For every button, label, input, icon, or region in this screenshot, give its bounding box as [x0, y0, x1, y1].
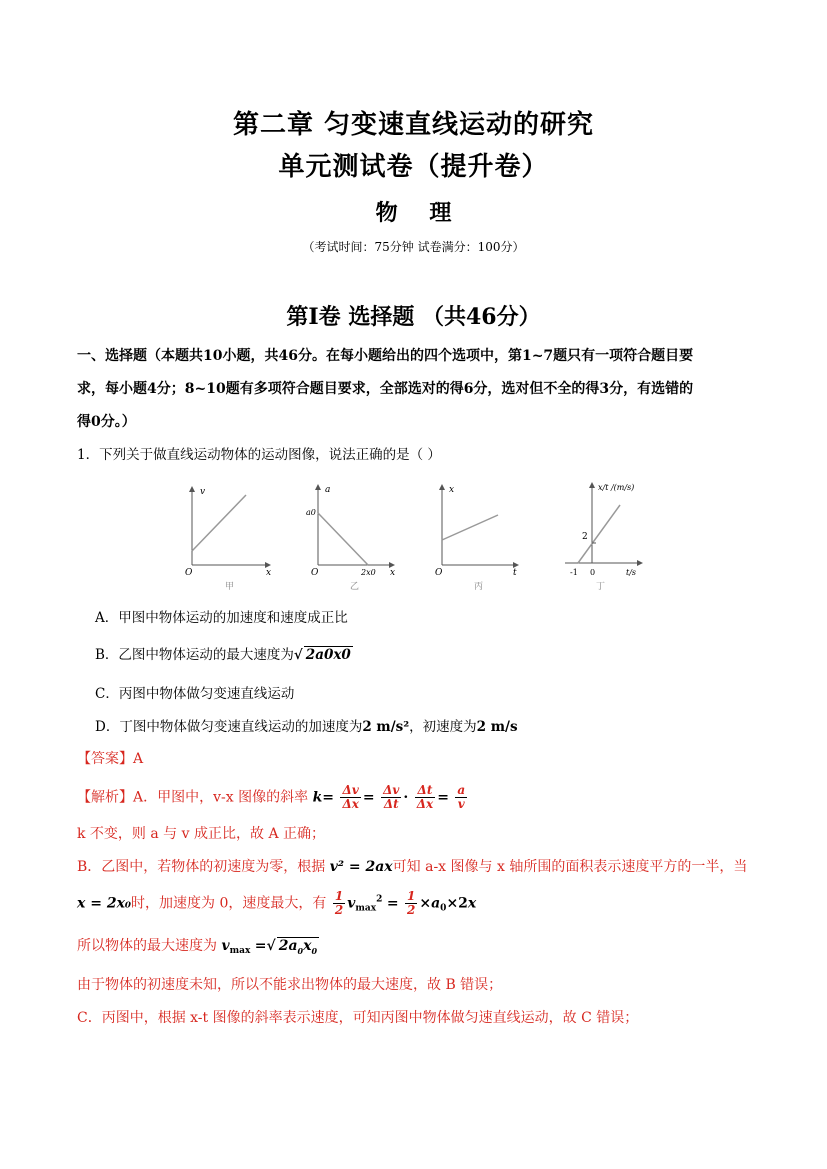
graph-ding-xaxis: t/s — [626, 568, 637, 577]
graph-bing-caption: 丙 — [474, 582, 484, 592]
analysis-b-line2: x = 2x₀时，加速度为 0，速度最大，有 $\frac{1}{2}$ $v_{max}^2$ = $\frac{1}{2}$ $\times a_0\times 2x$ — [77, 889, 477, 917]
answer-value: A — [133, 751, 144, 767]
graph-ding-yaxis: x/t /(m/s) — [598, 483, 635, 492]
graph-yi-xmark: 2x0 — [361, 568, 376, 577]
instructions-line2: 求，每小题4分；8~10题有多项符合题目要求，全部选对的得6分，选对但不全的得3分，有选错的 — [77, 381, 694, 397]
analysis-label: 【解析】 — [77, 789, 133, 806]
analysis-b-formula: v² = 2ax — [329, 859, 393, 875]
graph-bing-yaxis: x — [449, 485, 455, 495]
analysis-b-line1 — [77, 856, 747, 876]
analysis-b-line3: 所以物体的最大速度为 $v_{max}$ =√ $2a_0x_0$ — [77, 938, 318, 956]
graph-ding-xmark: -1 — [570, 568, 578, 577]
graph-ding-origin: 0 — [590, 568, 596, 577]
graph-jia-yaxis: v — [200, 487, 206, 497]
option-b-text: B．乙图中物体运动的最大速度为 — [95, 647, 294, 663]
graph-yi-ymark: a0 — [306, 508, 316, 517]
option-a: A．甲图中物体运动的加速度和速度成正比 — [95, 610, 348, 626]
graph-yi — [306, 485, 395, 592]
analysis-b-text1: B．乙图中，若物体的初速度为零，根据 — [77, 859, 326, 875]
graph-yi-yaxis: a — [325, 485, 331, 495]
option-d — [95, 715, 518, 735]
graph-ding-caption: 丁 — [596, 582, 606, 592]
graph-bing — [435, 485, 518, 592]
answer-label: 【答案】 — [77, 751, 133, 767]
title-line2: 单元测试卷（提升卷） — [278, 152, 549, 182]
instructions-line3: 得0分。） — [77, 414, 136, 430]
option-b-math: 2a0x0 — [305, 647, 351, 663]
answer — [77, 748, 143, 768]
graph-jia-origin: O — [185, 568, 193, 578]
option-c: C．丙图中物体做匀变速直线运动 — [95, 686, 295, 702]
graph-jia-xaxis: x — [266, 568, 272, 578]
graph-ding-ymark: 2 — [582, 532, 588, 542]
graph-bing-origin: O — [435, 568, 443, 578]
option-d-vel: 2 m/s — [476, 719, 518, 735]
analysis-a-text: A．甲图中，v-x 图像的斜率 — [133, 789, 309, 806]
option-b: B．乙图中物体运动的最大速度为√ 2a0x0 — [95, 647, 351, 663]
analysis-c-line: C．丙图中，根据 x-t 图像的斜率表示速度，可知丙图中物体做匀速直线运动，故 C 错误； — [77, 1010, 639, 1026]
analysis-b-text2: 时，加速度为 0，速度最大，有 — [131, 895, 327, 912]
graph-bing-xaxis: t — [513, 568, 517, 578]
analysis-b-cond: x = 2x₀ — [77, 895, 132, 912]
exam-info: （考试时间：75分钟 试卷满分：100分） — [302, 240, 525, 254]
option-d-accel: 2 m/s² — [362, 719, 410, 735]
graph-jia — [185, 487, 271, 592]
analysis-a-line1: 【解析】A．甲图中，v-x 图像的斜率 k= $\frac{\Delta v}{\Delta x}$ = $\frac{\Delta v}{\Delta t}$ · $\frac{\Delta t}{\Delta x}$ = $\frac{a}{v}$ — [77, 783, 466, 811]
graph-yi-caption: 乙 — [350, 582, 360, 592]
graph-yi-xaxis: x — [390, 568, 396, 578]
question-stem: 1．下列关于做直线运动物体的运动图像，说法正确的是（ ） — [77, 447, 441, 463]
section-title: 第Ⅰ卷 选择题 （共46分） — [286, 304, 541, 330]
analysis-a-line2: k 不变，则 a 与 v 成正比，故 A 正确； — [77, 826, 326, 842]
motion-graphs — [170, 475, 670, 595]
title-line1: 第二章 匀变速直线运动的研究 — [232, 110, 595, 140]
analysis-b-text3: 所以物体的最大速度为 — [77, 938, 217, 954]
instructions-line1: 一、选择题（本题共10小题，共46分。在每小题给出的四个选项中，第1~7题只有一项符合题目要 — [77, 348, 694, 364]
subject-title: 物 理 — [375, 200, 452, 226]
analysis-b-line4: 由于物体的初速度未知，所以不能求出物体的最大速度，故 B 错误； — [77, 977, 503, 993]
graph-jia-caption: 甲 — [225, 582, 235, 592]
graph-yi-origin: O — [311, 568, 319, 578]
option-d-text1: D．丁图中物体做匀变速直线运动的加速度为 — [95, 719, 363, 735]
option-d-text2: ，初速度为 — [409, 719, 477, 735]
graph-ding — [565, 483, 642, 592]
analysis-b-text1-tail: 可知 a-x 图像与 x 轴所围的面积表示速度平方的一半，当 — [392, 859, 748, 875]
